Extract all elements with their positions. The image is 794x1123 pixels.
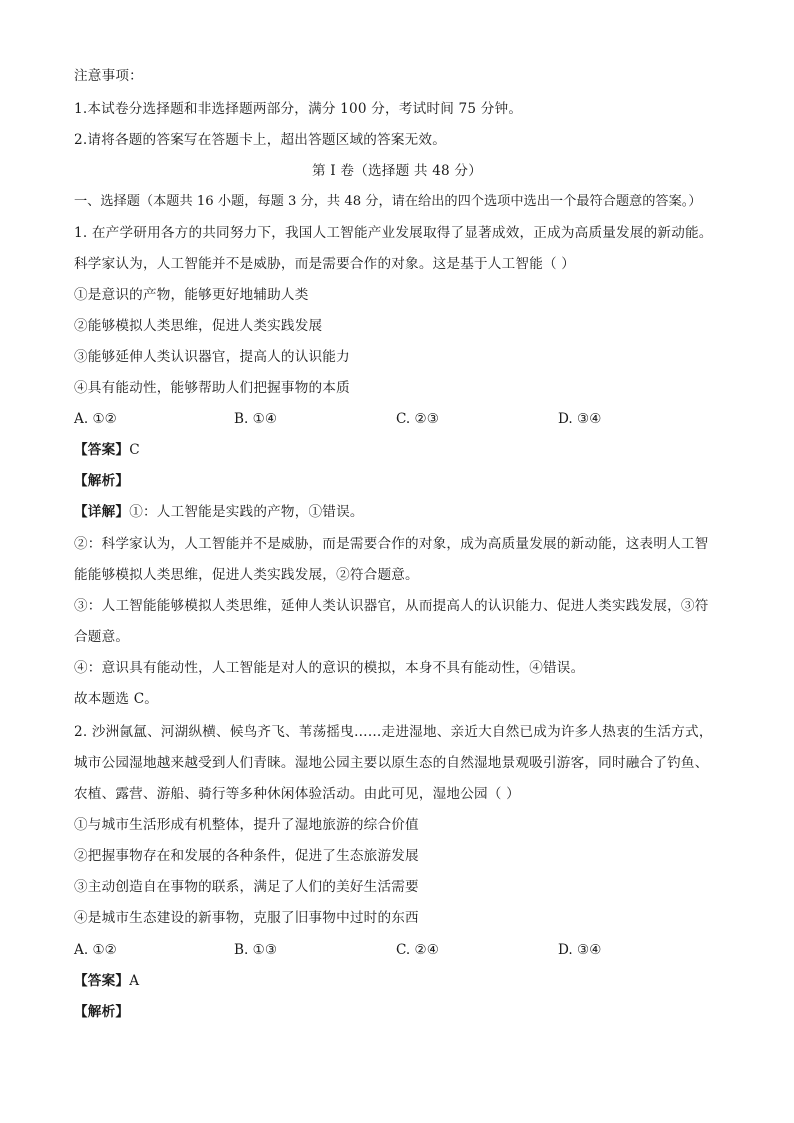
q1-option-b: B. ①④ [234,411,278,427]
q1-statement-2: ②能够模拟人类思维，促进人类实践发展 [74,318,323,334]
q2-option-b: B. ①③ [234,942,278,958]
q2-statement-3: ③主动创造自在事物的联系，满足了人们的美好生活需要 [74,879,419,895]
notice-item-1: 1.本试卷分选择题和非选择题两部分，满分 100 分，考试时间 75 分钟。 [74,101,523,117]
notice-item-2: 2.请将各题的答案写在答题卡上，超出答题区域的答案无效。 [74,132,447,148]
q1-detail-2a: ②：科学家认为，人工智能并不是威胁，而是需要合作的对象，成为高质量发展的新动能，这表明人工智 [74,536,709,552]
q1-detail-tag: 【详解】 [74,504,130,520]
q2-options [74,940,734,960]
q1-detail-3b: 合题意。 [74,629,130,645]
q1-statement-3: ③能够延伸人类认识器官，提高人的认识能力 [74,349,350,365]
q1-detail-2b: 能能够模拟人类思维，促进人类实践发展，②符合题意。 [74,567,419,583]
q1-detail-1-text: ①：人工智能是实践的产物，①错误。 [129,504,364,520]
q2-analysis-tag: 【解析】 [74,1004,130,1020]
q2-stem-line-1: 2. 沙洲氤氲、河湖纵横、候鸟齐飞、苇荡摇曳……走进湿地、亲近大自然已成为许多人热衷的生活方式， [74,724,713,740]
part-heading: 一、选择题（本题共 16 小题，每题 3 分，共 48 分，请在给出的四个选项中选出一个最符合题意的答案。） [74,194,702,209]
q1-conclusion: 故本题选 C。 [74,691,159,707]
q1-option-c: C. ②③ [396,411,439,427]
q1-detail-1 [74,502,734,522]
q1-statement-1: ①是意识的产物，能够更好地辅助人类 [74,287,309,303]
q2-answer-value: A [129,973,140,989]
q1-option-d: D. ③④ [558,411,602,427]
q2-answer-tag: 【答案】 [74,973,130,989]
q1-answer [74,440,734,460]
q1-answer-value: C [129,442,140,458]
q1-detail-3a: ③：人工智能能够模拟人类思维，延伸人类认识器官，从而提高人的认识能力、促进人类实践发展，③符 [74,598,709,614]
q1-detail-4: ④：意识具有能动性，人工智能是对人的意识的模拟，本身不具有能动性，④错误。 [74,660,585,676]
q2-stem-line-3: 农植、露营、游船、骑行等多种休闲体验活动。由此可见，湿地公园（ ） [74,786,520,802]
q1-answer-tag: 【答案】 [74,442,130,458]
q2-statement-1: ①与城市生活形成有机整体，提升了湿地旅游的综合价值 [74,817,419,833]
q2-stem-line-2: 城市公园湿地越来越受到人们青睐。湿地公园主要以原生态的自然湿地景观吸引游客，同时融合了钓鱼、 [74,755,709,771]
section-title: 第 I 卷（选择题 共 48 分） [311,163,482,179]
q2-option-c: C. ②④ [396,942,439,958]
q2-option-d: D. ③④ [558,942,602,958]
q1-option-a: A. ①② [74,411,117,427]
q1-stem-line-1: 1. 在产学研用各方的共同努力下，我国人工智能产业发展取得了显著成效，正成为高质量发展的新动能。 [74,225,713,241]
q2-statement-4: ④是城市生态建设的新事物，克服了旧事物中过时的东西 [74,910,419,926]
q2-option-a: A. ①② [74,942,117,958]
q2-statement-2: ②把握事物存在和发展的各种条件，促进了生态旅游发展 [74,848,419,864]
q1-options [74,409,734,429]
q1-analysis-tag: 【解析】 [74,473,130,489]
q1-stem-line-2: 科学家认为，人工智能并不是威胁，而是需要合作的对象。这是基于人工智能（ ） [74,256,576,272]
notice-title: 注意事项： [74,68,143,84]
q2-answer [74,971,734,991]
q1-statement-4: ④具有能动性，能够帮助人们把握事物的本质 [74,380,350,396]
